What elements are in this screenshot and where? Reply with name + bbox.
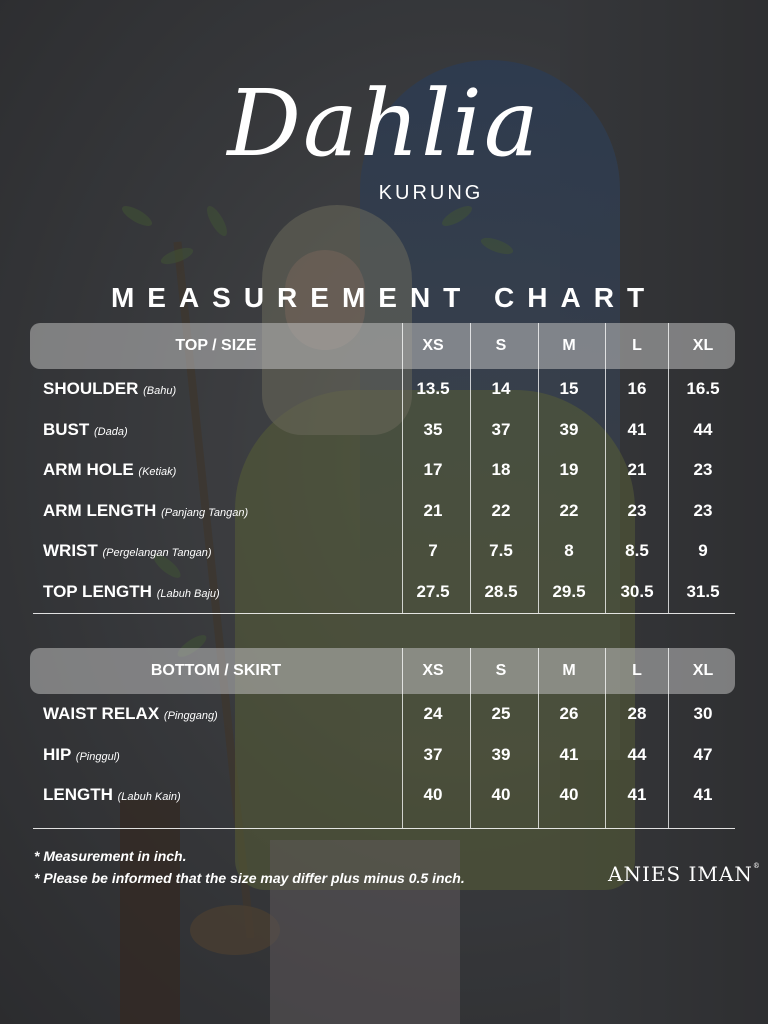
size-header-xs: XS [422,337,444,354]
measurement-value: 25 [491,704,511,723]
measurement-value: 23 [627,500,647,520]
row-label-local: (Pinggang) [163,710,218,722]
logo-script: Dahlia [227,70,541,177]
measurement-value: 37 [423,744,443,764]
measurement-value: 22 [559,500,579,520]
row-label-name: HIP [43,744,72,764]
bottom-skirt-table [30,648,735,816]
row-label-local: (Pinggul) [75,750,120,763]
column-divider [538,648,539,828]
row-label [43,694,218,737]
measurement-value: 31.5 [686,581,720,601]
measurement-value: 40 [559,785,579,804]
row-label [43,491,248,534]
row-label-name: WRIST [43,541,98,560]
column-divider [470,648,471,828]
measurement-value: 24 [423,704,443,723]
measurement-value: 14 [491,379,511,398]
size-header-s: S [495,337,507,354]
column-divider [668,648,669,828]
measurement-row [30,369,735,410]
brand-logo [608,862,761,886]
measurement-value: 37 [491,419,511,439]
column-divider [605,323,606,613]
measurement-value: 44 [693,419,713,439]
measurement-value: 8.5 [625,541,649,560]
size-header-m: M [562,337,576,354]
table-bottom-rule [33,613,735,614]
registered-mark: ® [752,862,761,870]
bottom-table-header [30,648,735,694]
measurement-value: 28.5 [484,581,518,601]
column-divider [402,648,403,828]
row-label-local: (Dada) [94,425,128,438]
size-header-l: L [632,662,642,679]
row-label-name: LENGTH [43,785,113,804]
measurement-row [30,572,735,613]
chart-title: MEASUREMENT CHART [110,282,658,313]
row-label-name: ARM LENGTH [43,500,157,520]
measurement-value: 22 [491,500,511,520]
column-divider [470,323,471,613]
bottom-table-rows [30,694,735,816]
measurement-value: 39 [491,744,511,764]
logo-subtitle: KURUNG [378,182,484,204]
measurement-value: 21 [627,460,647,479]
row-label-local: (Pergelangan Tangan) [102,547,212,559]
measurement-value: 41 [627,419,647,439]
row-label-local: (Ketiak) [138,466,177,478]
measurement-value: 13.5 [416,379,450,398]
measurement-value: 8 [564,541,574,560]
size-header-m: M [562,662,576,679]
column-divider [605,648,606,828]
size-header-xs: XS [422,662,444,679]
measurement-row [30,450,735,491]
measurement-value: 39 [559,419,579,439]
measurement-value: 16 [627,379,647,398]
note-size-tolerance: * Please be informed that the size may differ plus minus 0.5 inch. [34,870,465,886]
row-label [43,410,128,453]
top-size-table [30,323,735,612]
measurement-value: 26 [559,704,579,723]
row-label [43,369,176,412]
bottom-header-label: BOTTOM / SKIRT [150,662,282,679]
measurement-row [30,531,735,572]
size-header-s: S [495,662,507,679]
row-label-name: WAIST RELAX [43,704,160,723]
size-header-l: L [632,337,642,354]
measurement-row [30,775,735,816]
row-label [43,775,181,818]
row-label [43,735,120,778]
measurement-value: 41 [559,744,579,764]
top-table-header [30,323,735,369]
measurement-value: 18 [491,460,511,479]
table-bottom-rule [33,828,735,829]
measurement-value: 44 [627,744,647,764]
column-divider [538,323,539,613]
row-label [43,572,220,615]
brand-name: ANIES IMAN [608,862,753,886]
measurement-value: 41 [627,785,647,804]
row-label-local: (Bahu) [143,385,177,397]
row-label [43,450,176,493]
measurement-value: 15 [559,379,579,398]
measurement-value: 17 [423,460,443,479]
measurement-row [30,735,735,776]
measurement-row [30,694,735,735]
row-label-name: BUST [43,419,90,439]
measurement-value: 7 [428,541,438,560]
note-measurement-unit: * Measurement in inch. [34,848,187,864]
row-label-local: (Labuh Kain) [117,791,181,803]
measurement-value: 40 [423,785,443,804]
measurement-value: 16.5 [686,379,720,398]
measurement-value: 23 [693,500,713,520]
row-label-local: (Labuh Baju) [156,587,220,600]
measurement-value: 41 [693,785,713,804]
measurement-value: 27.5 [416,581,450,601]
top-table-rows [30,369,735,612]
measurement-value: 29.5 [552,581,586,601]
size-header-xl: XL [692,662,714,679]
measurement-value: 28 [627,704,647,723]
measurement-value: 30 [693,704,713,723]
measurement-value: 21 [423,500,443,520]
measurement-value: 23 [693,460,713,479]
row-label-name: ARM HOLE [43,460,134,479]
row-label-name: TOP LENGTH [43,581,152,601]
column-divider [668,323,669,613]
measurement-row [30,410,735,451]
top-header-label: TOP / SIZE [175,337,257,354]
measurement-value: 19 [559,460,579,479]
row-label [43,531,212,574]
measurement-value: 7.5 [489,541,513,560]
measurement-row [30,491,735,532]
row-label-name: SHOULDER [43,379,139,398]
measurement-value: 35 [423,419,443,439]
column-divider [402,323,403,613]
measurement-value: 47 [693,744,713,764]
measurement-value: 9 [698,541,708,560]
row-label-local: (Panjang Tangan) [161,506,249,519]
measurement-value: 30.5 [620,581,654,601]
size-header-xl: XL [692,337,714,354]
measurement-value: 40 [491,785,511,804]
